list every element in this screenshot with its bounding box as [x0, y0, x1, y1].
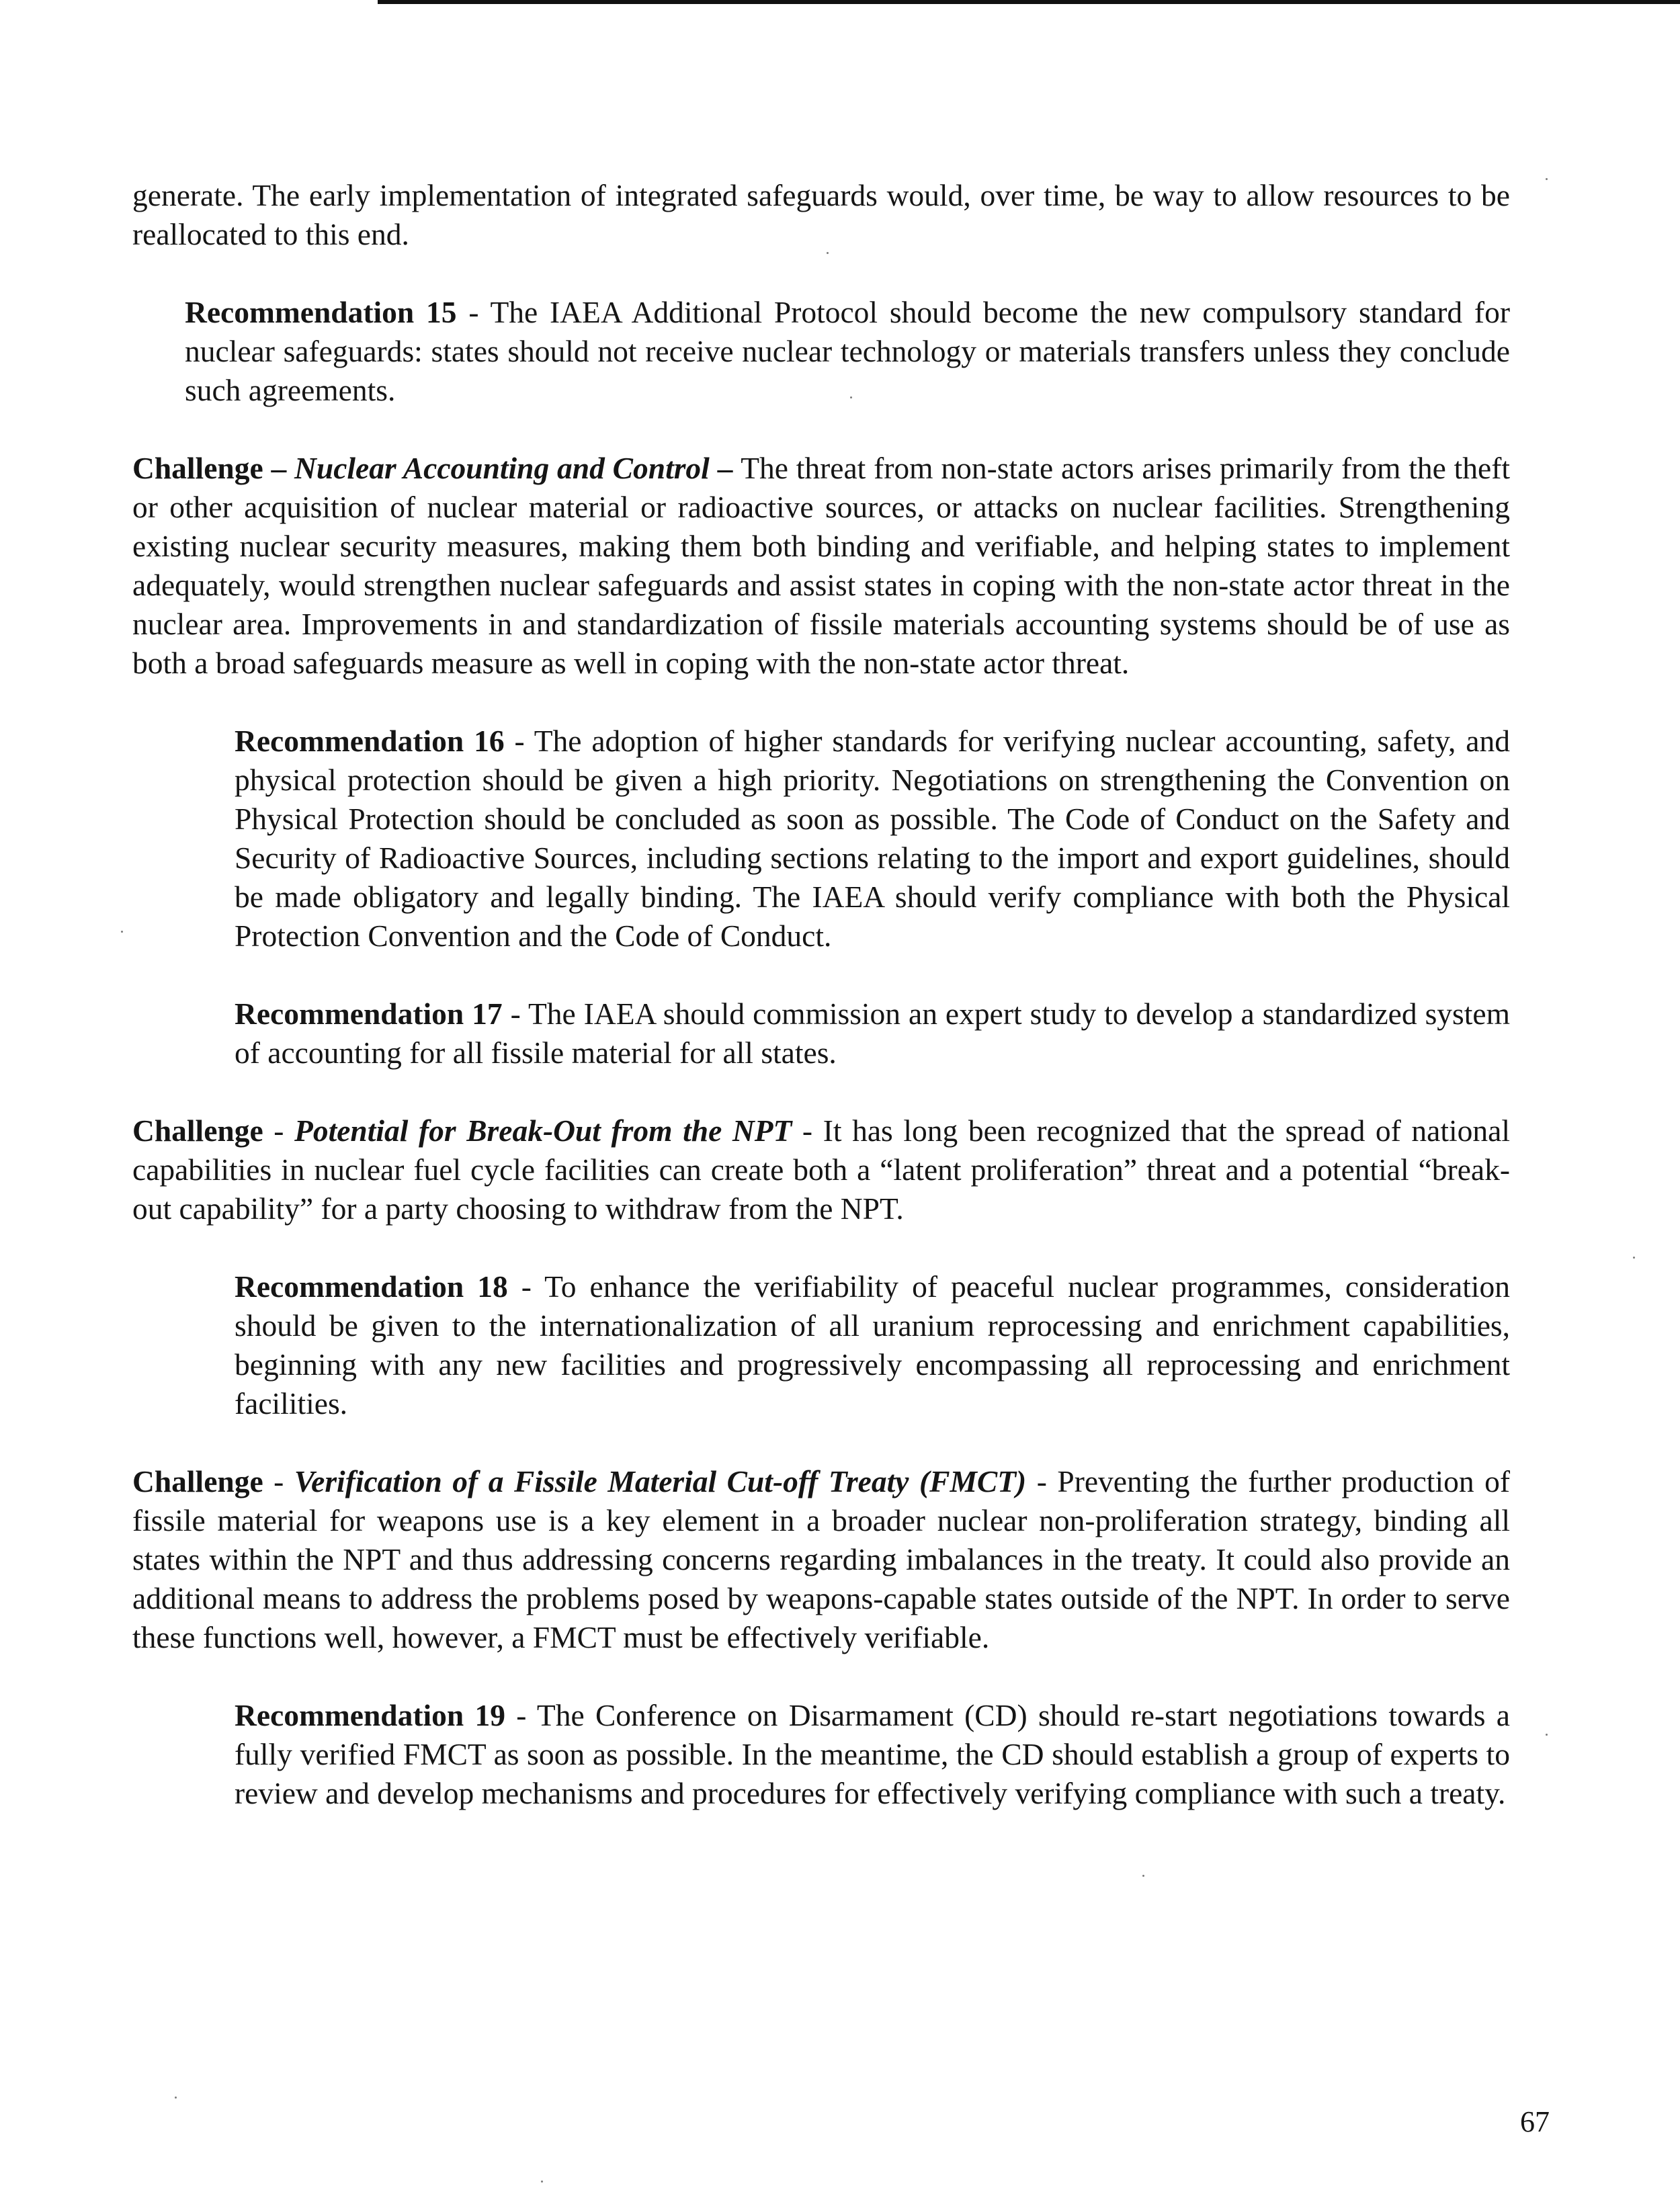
- separator: -: [263, 1464, 294, 1498]
- challenge-label: Challenge: [132, 1464, 263, 1498]
- separator: -: [502, 997, 528, 1031]
- separator: -: [263, 1113, 295, 1148]
- recommendation-text: The IAEA Additional Protocol should become the new compulsory standard for nuclear safeguards: states should not receive nuclear technology or materials transfers unless they conclude such agreements.: [185, 295, 1510, 407]
- scan-speck: [1546, 178, 1548, 180]
- top-edge-rule: [378, 0, 1680, 4]
- recommendation-17: [235, 995, 1510, 1072]
- scan-speck: [1546, 1734, 1548, 1736]
- separator: –: [263, 451, 295, 485]
- challenge-title: Potential for Break-Out from the NPT: [294, 1113, 792, 1148]
- challenge-title: Verification of a Fissile Material Cut-off Treaty (FMCT): [294, 1464, 1027, 1498]
- scan-speck: [541, 2181, 543, 2183]
- challenge-label: Challenge: [132, 1113, 263, 1148]
- intro-paragraph: [132, 176, 1510, 254]
- recommendation-text: To enhance the verifiability of peaceful nuclear programmes, consideration should be given to the internationalization of all uranium reprocessing and enrichment capabilities, beginning with any new facilities and progressively encompassing all reprocessing and enrichment facilities.: [235, 1269, 1510, 1421]
- recommendation-text: The Conference on Disarmament (CD) should re-start negotiations towards a fully verified FMCT as soon as possible. In the meantime, the CD should establish a group of experts to review and develop mechanisms and procedures for effectively verifying compliance with such a treaty.: [235, 1698, 1510, 1810]
- challenge-break-out: [132, 1111, 1510, 1228]
- recommendation-label: Recommendation 15: [185, 295, 457, 329]
- recommendation-16: [235, 722, 1510, 956]
- recommendation-15: [185, 293, 1510, 410]
- separator: –: [709, 451, 741, 485]
- challenge-text: Preventing the further production of fissile material for weapons use is a key element in a broader nuclear non-proliferation strategy, binding all states within the NPT and thus addressing concerns regarding imbalances in the treaty. It could also provide an additional means to address the problems posed by weapons-capable states outside of the NPT. In order to serve these functions well, however, a FMCT must be effectively verifiable.: [132, 1464, 1511, 1654]
- scan-speck: [1142, 1875, 1144, 1877]
- recommendation-19: [235, 1696, 1510, 1813]
- separator: -: [505, 1698, 537, 1732]
- recommendation-18: [235, 1267, 1510, 1423]
- separator: -: [792, 1113, 823, 1148]
- recommendation-text: The IAEA should commission an expert study to develop a standardized system of accounting for all fissile material for all states.: [235, 997, 1510, 1070]
- scan-speck: [1633, 1257, 1635, 1259]
- separator: -: [456, 295, 491, 329]
- recommendation-text: The adoption of higher standards for verifying nuclear accounting, safety, and physical protection should be given a high priority. Negotiations on strengthening the Convention on Physical Protection should be concluded as soon as possible. The Code of Conduct on the Safety and Security of Radioactive Sources, including sections relating to the import and export guidelines, should be made obligatory and legally binding. The IAEA should verify compliance with both the Physical Protection Convention and the Code of Conduct.: [235, 724, 1510, 953]
- scan-speck: [121, 931, 123, 933]
- challenge-title: Nuclear Accounting and Control: [294, 451, 710, 485]
- challenge-fmct-verification: [132, 1462, 1510, 1657]
- recommendation-label: Recommendation 16: [235, 724, 505, 758]
- challenge-nuclear-accounting: [132, 449, 1510, 683]
- recommendation-label: Recommendation 17: [235, 997, 503, 1031]
- recommendation-label: Recommendation 19: [235, 1698, 505, 1732]
- recommendation-label: Recommendation 18: [235, 1269, 508, 1304]
- challenge-text: The threat from non-state actors arises primarily from the theft or other acquisition of nuclear material or radioactive sources, or attacks on nuclear facilities. Strengthening existing nuclear security measures, making them both binding and verifiable, and helping states to implement adequately, would strengthen nuclear safeguards and assist states in coping with the non-state actor threat in the nuclear area. Improvements in and standardization of fissile materials accounting systems should be of use as both a broad safeguards measure as well in coping with the non-state actor threat.: [132, 451, 1510, 680]
- separator: -: [507, 1269, 545, 1304]
- challenge-text: It has long been recognized that the spread of national capabilities in nuclear fuel cycle facilities can create both a “latent proliferation” threat and a potential “break-out capability” for a party choosing to withdraw from the NPT.: [132, 1113, 1510, 1226]
- document-body: [132, 176, 1510, 1852]
- intro-text: generate. The early implementation of integrated safeguards would, over time, be way to allow resources to be reallocated to this end.: [132, 178, 1510, 251]
- separator: -: [1026, 1464, 1058, 1498]
- separator: -: [504, 724, 534, 758]
- scan-speck: [175, 2097, 177, 2099]
- challenge-label: Challenge: [132, 451, 263, 485]
- page-number: 67: [1520, 2105, 1550, 2138]
